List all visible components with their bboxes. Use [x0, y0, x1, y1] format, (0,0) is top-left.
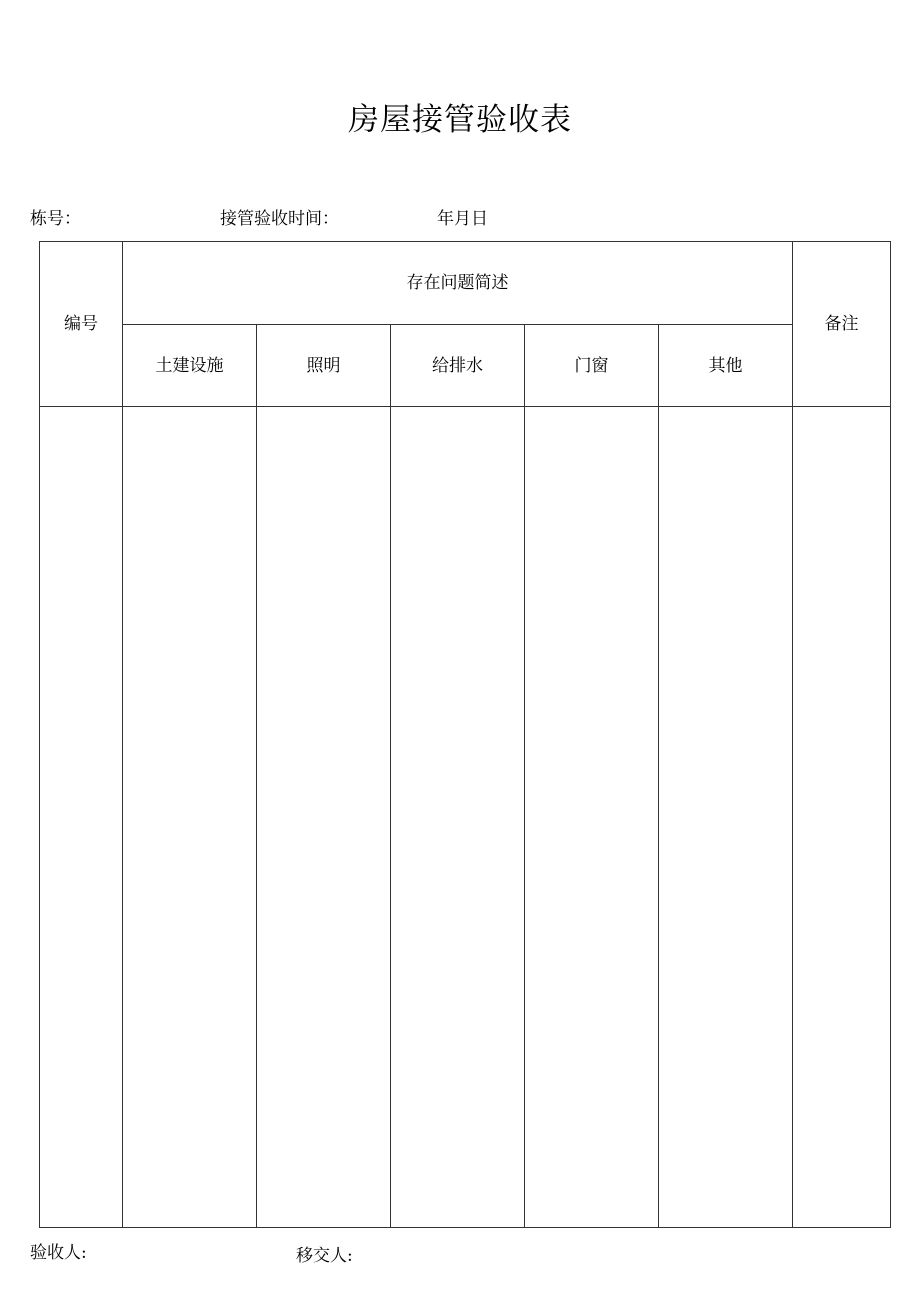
cell-doors-windows	[525, 407, 659, 1228]
transferor-label: 移交人:	[296, 1246, 353, 1266]
cell-water-supply-drainage	[391, 407, 525, 1228]
header-civil-works: 土建设施	[123, 325, 257, 407]
header-lighting: 照明	[257, 325, 391, 407]
inspection-table	[39, 241, 891, 1228]
table-subheader-row	[40, 325, 891, 407]
date-units-label: 年月日	[437, 209, 488, 229]
header-number: 编号	[40, 242, 123, 407]
cell-other	[659, 407, 793, 1228]
header-problem-summary: 存在问题简述	[123, 242, 793, 325]
header-doors-windows: 门窗	[525, 325, 659, 407]
building-number-label: 栋号：	[30, 209, 81, 229]
header-other: 其他	[659, 325, 793, 407]
table-header-row	[40, 242, 891, 325]
cell-number	[40, 407, 123, 1228]
handover-time-label: 接管验收时间：	[220, 209, 339, 229]
header-water-supply-drainage: 给排水	[391, 325, 525, 407]
form-title: 房屋接管验收表	[348, 102, 572, 138]
cell-civil-works	[123, 407, 257, 1228]
table-row	[40, 407, 891, 1228]
header-remarks: 备注	[793, 242, 891, 407]
cell-lighting	[257, 407, 391, 1228]
cell-remarks	[793, 407, 891, 1228]
inspector-label: 验收人:	[30, 1243, 87, 1263]
